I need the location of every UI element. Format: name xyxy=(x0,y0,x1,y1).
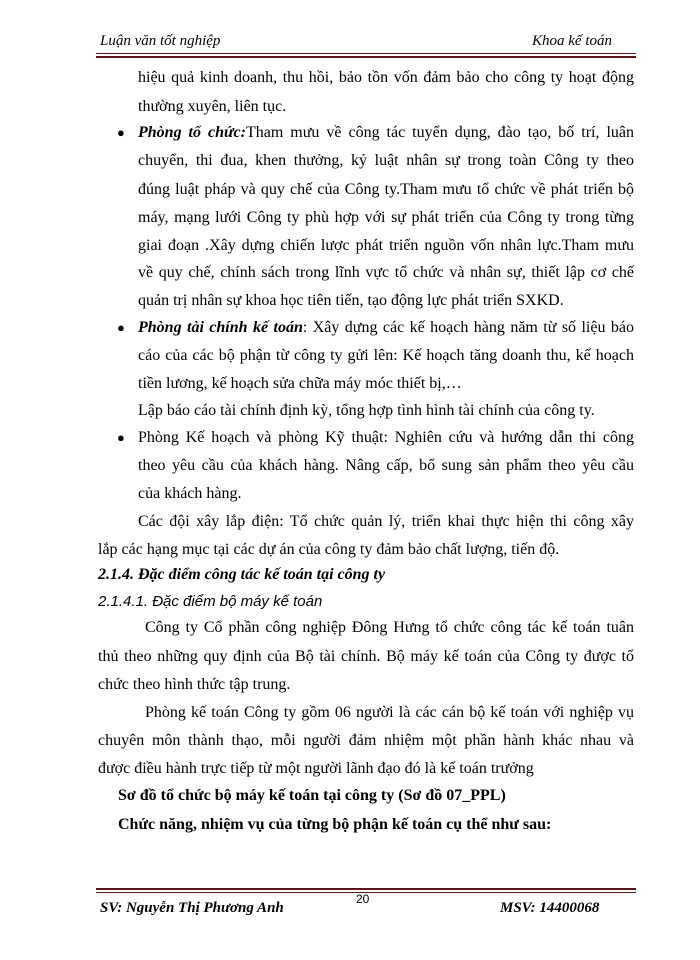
paragraph-line: lắp các hạng mục tại các dự án của công ty đảm bảo chất lượng, tiến độ. xyxy=(98,541,560,558)
paragraph-line: Công ty Cổ phần công nghiệp Đông Hưng tổ chức công tác kế toán tuân xyxy=(145,619,634,636)
section-heading: 2.1.4. Đặc điểm công tác kế toán tại công ty xyxy=(98,566,386,583)
bullet-line: giai đoạn .Xây dựng chiến lược phát triển nguồn vốn nhân lực.Tham mưu xyxy=(138,237,634,254)
bullet-dot: ● xyxy=(117,125,125,140)
header-rule-thin xyxy=(96,53,636,54)
bullet-line: đúng luật pháp và quy chế của Công ty.Tham mưu tổ chức về phát triển bộ xyxy=(138,181,634,198)
bullet-text: Tham mưu về công tác tuyển dụng, đào tạo, bố trí, luân xyxy=(246,124,635,141)
header-left-title: Luận văn tốt nghiệp xyxy=(100,33,221,49)
bullet-line xyxy=(138,123,634,143)
bullet-line: quản trị nhân sự khoa học tiên tiến, tạo động lực phát triển SXKD. xyxy=(138,292,564,309)
bullet-line: chuyển, thi đua, khen thưởng, kỷ luật nhân sự trong toàn Công ty theo xyxy=(138,152,634,169)
paragraph-line: chuyên môn thành thạo, mỗi người đảm nhiệm một phần hành khác nhau và xyxy=(98,732,634,749)
bullet-line: Lập báo cáo tài chính định kỳ, tổng hợp tình hình tài chính của công ty. xyxy=(138,402,595,419)
paragraph-line: chức theo hình thức tập trung. xyxy=(98,676,291,693)
bullet-line xyxy=(138,318,634,338)
bold-caption: Sơ đồ tổ chức bộ máy kế toán tại công ty (Sơ đồ 07_PPL) xyxy=(118,787,506,804)
paragraph-line: Các đội xây lắp điện: Tổ chức quản lý, triển khai thực hiện thi công xây xyxy=(138,513,634,530)
paragraph-line: hiệu quả kinh doanh, thu hồi, bảo tồn vốn đảm bảo cho công ty hoạt động xyxy=(138,69,634,86)
header-right-title: Khoa kế toán xyxy=(532,33,612,49)
paragraph-line: Phòng kế toán Công ty gồm 06 người là các cán bộ kế toán với nghiệp vụ xyxy=(145,704,634,721)
bullet-text: : Xây dựng các kế hoạch hàng năm từ số liệu báo xyxy=(302,319,635,336)
paragraph-line: được điều hành trực tiếp từ một người lãnh đạo đó là kế toán trưởng xyxy=(98,760,534,777)
bullet-line: máy, mạng lưới Công ty phù hợp với sự phát triển của Công ty trong từng xyxy=(138,209,634,226)
bullet-line: theo yêu cầu của khách hàng. Nâng cấp, bổ sung sản phẩm theo yêu cầu xyxy=(138,457,634,474)
bullet-line: tiền lương, kế hoạch sửa chữa máy móc thiết bị,… xyxy=(138,375,462,392)
footer-rule-thick xyxy=(96,888,636,890)
bullet-line: của khách hàng. xyxy=(138,485,242,502)
bullet-term: Phòng tài chính kế toán xyxy=(138,319,303,336)
bullet-dot: ● xyxy=(117,430,125,445)
header-rule-thick xyxy=(96,56,636,58)
bold-caption: Chức năng, nhiệm vụ của từng bộ phận kế toán cụ thể như sau: xyxy=(118,816,552,833)
paragraph-line: thủ theo những quy định của Bộ tài chính. Bộ máy kế toán của Công ty được tổ xyxy=(98,648,634,665)
page-header xyxy=(96,33,616,53)
bullet-line: cáo của các bộ phận từ công ty gửi lên: Kế hoạch tăng doanh thu, kế hoạch xyxy=(138,347,634,364)
bullet-line: Phòng Kế hoạch và phòng Kỹ thuật: Nghiên cứu và hướng dẫn thi công xyxy=(138,429,634,446)
bullet-dot: ● xyxy=(117,320,125,335)
footer-student-id: MSV: 14400068 xyxy=(500,900,600,916)
page-number: 20 xyxy=(356,892,370,906)
subsection-heading: 2.1.4.1. Đặc điểm bộ máy kế toán xyxy=(98,593,323,610)
bullet-line: về quy chế, chính sách trong lĩnh vực tổ chức và nhân sự, thiết lập cơ chế xyxy=(138,264,634,281)
paragraph-line: thường xuyên, liên tục. xyxy=(138,98,287,115)
bullet-term: Phòng tổ chức: xyxy=(138,124,246,141)
footer-student-name: SV: Nguyễn Thị Phương Anh xyxy=(100,900,284,916)
